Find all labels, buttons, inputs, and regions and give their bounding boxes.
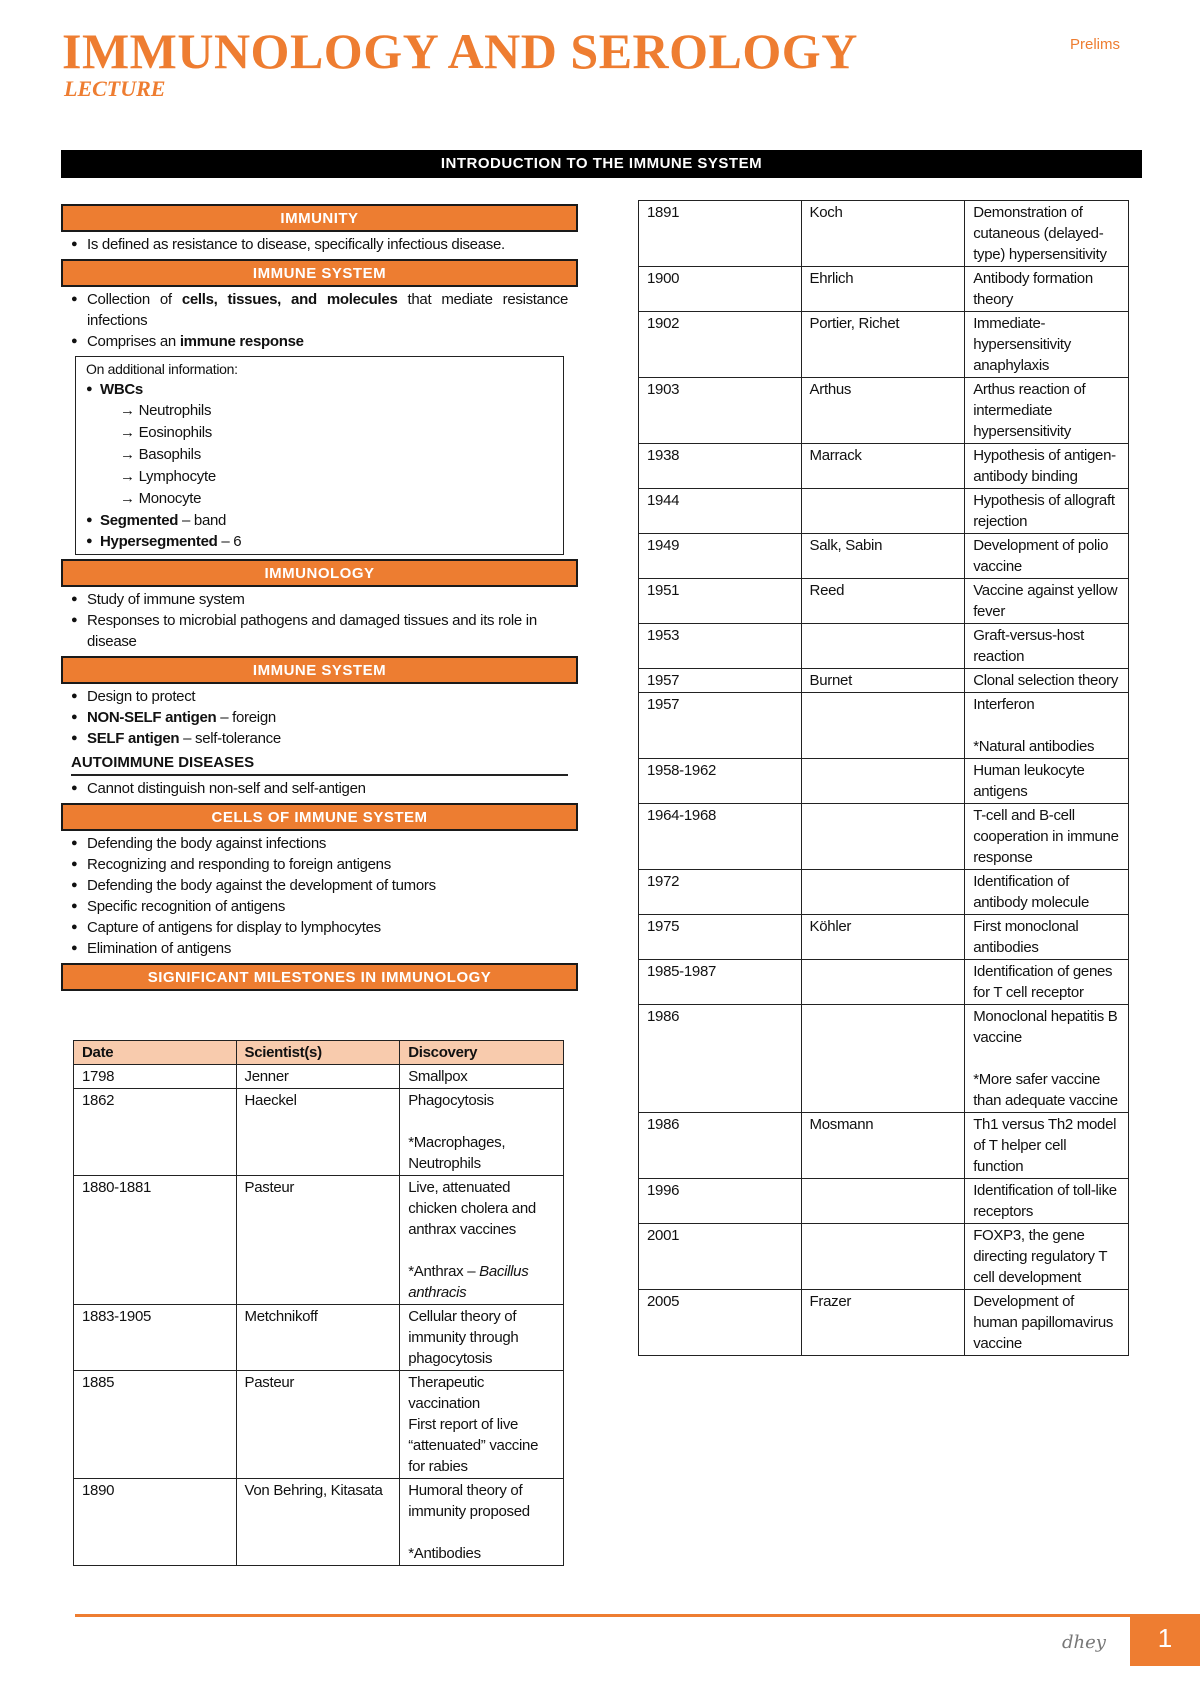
list-item: ● SELF antigen – self-tolerance (71, 728, 568, 749)
cell-date: 1957 (639, 693, 802, 759)
cell-scientist (801, 693, 965, 759)
cell-scientist: Burnet (801, 669, 965, 693)
list-item: ● Cannot distinguish non-self and self-antigen (71, 778, 568, 799)
list-item: ● Elimination of antigens (71, 938, 568, 959)
cell-date: 1798 (74, 1065, 237, 1089)
table-row (639, 870, 1129, 915)
section-heading-immune-system: IMMUNE SYSTEM (61, 259, 578, 287)
table-row (639, 489, 1129, 534)
document-title: IMMUNOLOGY AND SEROLOGY (62, 23, 858, 79)
cell-scientist: Pasteur (236, 1371, 400, 1479)
table-row (639, 1290, 1129, 1356)
additional-info-box (75, 356, 564, 555)
cell-discovery: Human leukocyte antigens (965, 759, 1129, 804)
list-item: ● Defending the body against the development of tumors (71, 875, 568, 896)
info-box-header: On additional information: (86, 361, 238, 377)
cell-scientist (801, 1005, 965, 1113)
cell-scientist: Metchnikoff (236, 1305, 400, 1371)
cell-scientist (801, 1179, 965, 1224)
cell-date: 1944 (639, 489, 802, 534)
cell-date: 1880-1881 (74, 1176, 237, 1305)
cell-date: 2001 (639, 1224, 802, 1290)
section-heading-cells: CELLS OF IMMUNE SYSTEM (61, 803, 578, 831)
cell-discovery: Smallpox (400, 1065, 564, 1089)
cell-discovery: Th1 versus Th2 model of T helper cell function (965, 1113, 1129, 1179)
author-signature: dhey (1062, 1632, 1106, 1653)
table-row (639, 201, 1129, 267)
immunity-list (61, 234, 578, 255)
cell-scientist: Portier, Richet (801, 312, 965, 378)
cell-discovery: Development of polio vaccine (965, 534, 1129, 579)
cell-date: 1975 (639, 915, 802, 960)
cell-date: 1883-1905 (74, 1305, 237, 1371)
cell-discovery: Monoclonal hepatitis B vaccine *More safer vaccine than adequate vaccine (965, 1005, 1129, 1113)
table-row (639, 960, 1129, 1005)
cell-scientist (801, 804, 965, 870)
cell-date: 1903 (639, 378, 802, 444)
cell-date: 1885 (74, 1371, 237, 1479)
autoimmune-heading: AUTOIMMUNE DISEASES (71, 753, 568, 776)
table-row (639, 624, 1129, 669)
cell-discovery: Live, attenuated chicken cholera and anthrax vaccines *Anthrax – Bacillus anthracis (400, 1176, 564, 1305)
immunology-list (61, 589, 578, 652)
cell-discovery: Development of human papillomavirus vaccine (965, 1290, 1129, 1356)
list-item: ● Specific recognition of antigens (71, 896, 568, 917)
cell-scientist (801, 624, 965, 669)
cell-discovery: T-cell and B-cell cooperation in immune response (965, 804, 1129, 870)
cell-date: 1949 (639, 534, 802, 579)
section-heading-immunity: IMMUNITY (61, 204, 578, 232)
autoimmune-list (61, 778, 578, 799)
wbc-item: → Basophils (120, 446, 201, 463)
table-row (639, 1224, 1129, 1290)
cell-scientist: Marrack (801, 444, 965, 489)
cell-date: 1986 (639, 1113, 802, 1179)
immune-system-2-list (61, 686, 578, 749)
footer-divider (75, 1614, 1130, 1617)
cell-discovery: FOXP3, the gene directing regulatory T cell development (965, 1224, 1129, 1290)
cell-discovery: Interferon *Natural antibodies (965, 693, 1129, 759)
table-row (74, 1305, 564, 1371)
cell-date: 1900 (639, 267, 802, 312)
cell-date: 1964-1968 (639, 804, 802, 870)
table-row (639, 759, 1129, 804)
table-row (639, 804, 1129, 870)
milestones-table-left (73, 1040, 564, 1566)
cell-date: 1957 (639, 669, 802, 693)
wbc-item: → Monocyte (120, 490, 202, 507)
cell-date: 1986 (639, 1005, 802, 1113)
cell-discovery: Humoral theory of immunity proposed *Antibodies (400, 1479, 564, 1566)
table-row (639, 1179, 1129, 1224)
milestones-table-right (638, 200, 1129, 1356)
table-row (639, 579, 1129, 624)
cell-discovery: Immediate-hypersensitivity anaphylaxis (965, 312, 1129, 378)
page-number: 1 (1130, 1614, 1200, 1666)
list-item: ● Study of immune system (71, 589, 568, 610)
table-row (74, 1479, 564, 1566)
section-heading-milestones: SIGNIFICANT MILESTONES IN IMMUNOLOGY (61, 963, 578, 991)
table-row (639, 1113, 1129, 1179)
table-row (74, 1371, 564, 1479)
table-row (639, 693, 1129, 759)
cell-discovery: Phagocytosis *Macrophages, Neutrophils (400, 1089, 564, 1176)
cells-list (61, 833, 578, 959)
wbc-bullet: ● WBCs (86, 379, 553, 400)
wbc-item: → Eosinophils (120, 424, 212, 441)
cell-scientist: Jenner (236, 1065, 400, 1089)
table-row (639, 444, 1129, 489)
cell-date: 1953 (639, 624, 802, 669)
table-header-row (74, 1041, 564, 1065)
cell-discovery: Identification of toll-like receptors (965, 1179, 1129, 1224)
cell-discovery: Cellular theory of immunity through phagocytosis (400, 1305, 564, 1371)
cell-discovery: First monoclonal antibodies (965, 915, 1129, 960)
header-scientists: Scientist(s) (236, 1041, 400, 1065)
table-row (74, 1176, 564, 1305)
segmented-bullet: ● Segmented – band (86, 510, 553, 531)
cell-date: 1985-1987 (639, 960, 802, 1005)
cell-scientist (801, 960, 965, 1005)
cell-discovery: Vaccine against yellow fever (965, 579, 1129, 624)
cell-date: 1958-1962 (639, 759, 802, 804)
cell-discovery: Graft-versus-host reaction (965, 624, 1129, 669)
cell-discovery: Clonal selection theory (965, 669, 1129, 693)
header-date: Date (74, 1041, 237, 1065)
cell-date: 1891 (639, 201, 802, 267)
prelims-tag: Prelims (1070, 36, 1121, 53)
cell-scientist: Salk, Sabin (801, 534, 965, 579)
list-item: ● NON-SELF antigen – foreign (71, 707, 568, 728)
cell-scientist: Reed (801, 579, 965, 624)
table-row (639, 534, 1129, 579)
list-item: ● Comprises an immune response (71, 331, 568, 352)
cell-discovery: Identification of genes for T cell receptor (965, 960, 1129, 1005)
cell-discovery: Demonstration of cutaneous (delayed-type) hypersensitivity (965, 201, 1129, 267)
cell-scientist: Pasteur (236, 1176, 400, 1305)
cell-date: 1938 (639, 444, 802, 489)
cell-scientist (801, 489, 965, 534)
section-heading-immunology: IMMUNOLOGY (61, 559, 578, 587)
cell-date: 2005 (639, 1290, 802, 1356)
cell-scientist (801, 759, 965, 804)
cell-date: 1902 (639, 312, 802, 378)
cell-scientist: Arthus (801, 378, 965, 444)
cell-discovery: Hypothesis of antigen-antibody binding (965, 444, 1129, 489)
cell-date: 1951 (639, 579, 802, 624)
cell-scientist: Köhler (801, 915, 965, 960)
cell-date: 1996 (639, 1179, 802, 1224)
list-item: ● Design to protect (71, 686, 568, 707)
cell-date: 1972 (639, 870, 802, 915)
table-row (639, 1005, 1129, 1113)
cell-scientist: Koch (801, 201, 965, 267)
cell-scientist (801, 870, 965, 915)
wbc-item: → Lymphocyte (120, 468, 216, 485)
cell-discovery: Identification of antibody molecule (965, 870, 1129, 915)
wbc-item: → Neutrophils (120, 402, 212, 419)
cell-scientist (801, 1224, 965, 1290)
table-row (74, 1065, 564, 1089)
table-row (639, 267, 1129, 312)
table-row (74, 1089, 564, 1176)
document-subtitle: LECTURE (64, 76, 166, 101)
cell-discovery: Hypothesis of allograft rejection (965, 489, 1129, 534)
header-discovery: Discovery (400, 1041, 564, 1065)
table-row (639, 669, 1129, 693)
cell-scientist: Mosmann (801, 1113, 965, 1179)
section-heading-immune-system-2: IMMUNE SYSTEM (61, 656, 578, 684)
cell-scientist: Ehrlich (801, 267, 965, 312)
table-row (639, 378, 1129, 444)
cell-date: 1862 (74, 1089, 237, 1176)
list-item: ● Defending the body against infections (71, 833, 568, 854)
list-item: ● Recognizing and responding to foreign antigens (71, 854, 568, 875)
list-item: ● Responses to microbial pathogens and damaged tissues and its role in disease (71, 610, 568, 652)
cell-date: 1890 (74, 1479, 237, 1566)
cell-discovery: Arthus reaction of intermediate hypersensitivity (965, 378, 1129, 444)
cell-discovery: Antibody formation theory (965, 267, 1129, 312)
cell-scientist: Frazer (801, 1290, 965, 1356)
table-row (639, 312, 1129, 378)
hypersegmented-bullet: ● Hypersegmented – 6 (86, 531, 553, 552)
list-item: ● Capture of antigens for display to lymphocytes (71, 917, 568, 938)
list-item: ● Collection of cells, tissues, and molecules that mediate resistance infections (71, 289, 568, 331)
section-banner: INTRODUCTION TO THE IMMUNE SYSTEM (61, 150, 1142, 178)
cell-scientist: Von Behring, Kitasata (236, 1479, 400, 1566)
immune-system-list (61, 289, 578, 352)
cell-scientist: Haeckel (236, 1089, 400, 1176)
table-row (639, 915, 1129, 960)
list-item: ● Is defined as resistance to disease, specifically infectious disease. (71, 234, 568, 255)
cell-discovery: Therapeutic vaccination First report of live “attenuated” vaccine for rabies (400, 1371, 564, 1479)
left-column (61, 204, 578, 991)
